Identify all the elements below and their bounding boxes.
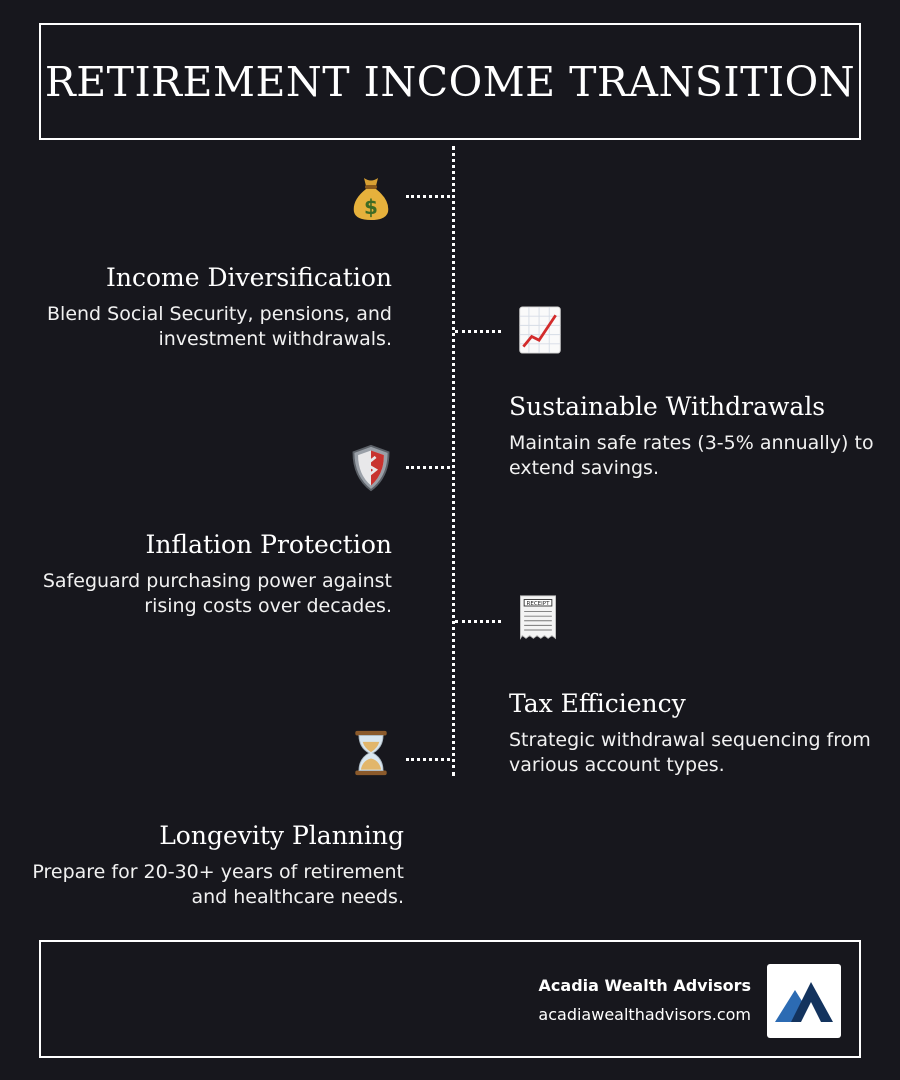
- connector-dots: [406, 195, 450, 198]
- footer: [39, 940, 861, 1058]
- item-sustainable-withdrawals: [509, 392, 889, 481]
- item-title: Tax Efficiency: [509, 689, 686, 718]
- item-title: Longevity Planning: [159, 821, 404, 850]
- item-title: Income Diversification: [106, 263, 392, 292]
- connector-dots: [406, 758, 450, 761]
- brand-block: [538, 976, 751, 1024]
- page-title: RETIREMENT INCOME TRANSITION: [44, 57, 856, 106]
- brand-name: Acadia Wealth Advisors: [538, 976, 751, 995]
- connector-dots: [455, 620, 501, 623]
- connector-dots: [455, 330, 501, 333]
- item-description: Maintain safe rates (3-5% annually) to extend savings.: [509, 432, 874, 479]
- chart-increasing-icon: [517, 306, 563, 354]
- item-title: Inflation Protection: [145, 530, 392, 559]
- shield-icon: [348, 444, 394, 492]
- title-box: [39, 23, 861, 140]
- item-tax-efficiency: [509, 689, 889, 778]
- item-description: Blend Social Security, pensions, and investment withdrawals.: [47, 303, 392, 350]
- money-bag-icon: [348, 174, 394, 222]
- connector-dots: [406, 466, 450, 469]
- item-description: Safeguard purchasing power against rising costs over decades.: [42, 570, 392, 617]
- svg-text:RECEIPT: RECEIPT: [526, 601, 550, 608]
- item-description: Strategic withdrawal sequencing from various account types.: [509, 729, 871, 776]
- brand-url[interactable]: acadiawealthadvisors.com: [538, 1005, 751, 1024]
- timeline-line: [452, 146, 455, 776]
- brand-logo: [767, 964, 841, 1038]
- receipt-icon: [515, 594, 561, 642]
- item-inflation-protection: [12, 530, 392, 619]
- item-longevity-planning: [24, 821, 404, 910]
- item-title: Sustainable Withdrawals: [509, 392, 826, 421]
- hourglass-icon: [348, 729, 394, 777]
- mountain-logo-icon: [767, 964, 841, 1038]
- item-description: Prepare for 20-30+ years of retirement and healthcare needs.: [32, 861, 404, 908]
- item-income-diversification: [12, 263, 392, 352]
- svg-text:$: $: [364, 195, 378, 219]
